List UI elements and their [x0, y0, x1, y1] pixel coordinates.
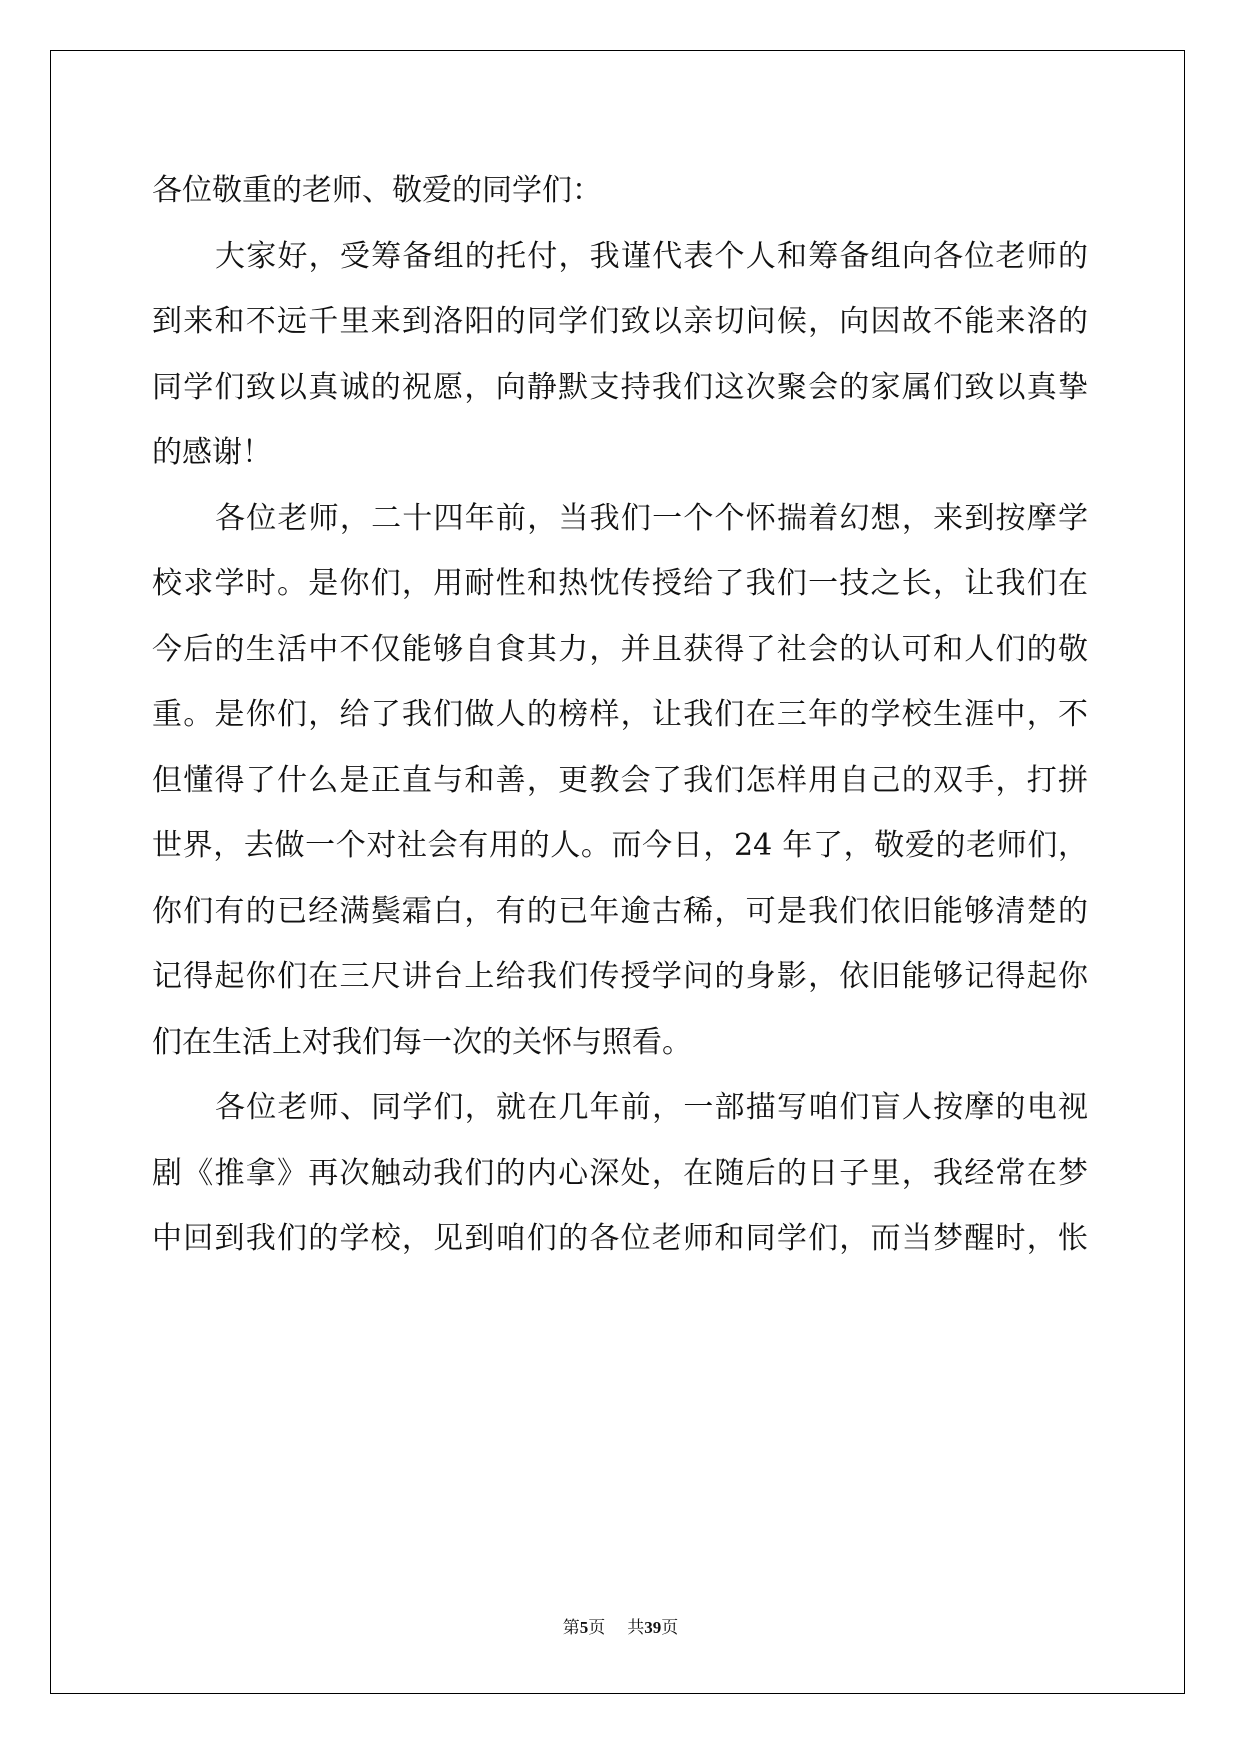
paragraph-2-line-8: 记得起你们在三尺讲台上给我们传授学问的身影，依旧能够记得起你 — [152, 959, 1088, 994]
paragraph-3-line-2: 剧《推拿》再次触动我们的内心深处，在随后的日子里，我经常在梦 — [152, 1155, 1088, 1191]
salutation-line: 各位敬重的老师、敬爱的同学们： — [152, 173, 602, 208]
paragraph-2-line-2: 校求学时。是你们，用耐性和热忱传授给了我们一技之长，让我们在 — [152, 566, 1088, 601]
footer-page-suffix: 页 — [588, 1618, 606, 1638]
paragraph-2-line-7: 你们有的已经满鬓霜白，有的已年逾古稀，可是我们依旧能够清楚的 — [152, 893, 1088, 929]
paragraph-1-line-3: 同学们致以真诚的祝愿，向静默支持我们这次聚会的家属们致以真挚 — [152, 369, 1088, 405]
paragraph-2-line-5: 但懂得了什么是正直与和善，更教会了我们怎样用自己的双手，打拼 — [152, 762, 1088, 798]
footer-total-suffix: 页 — [661, 1618, 679, 1638]
paragraph-1-line-4: 的感谢！ — [152, 435, 272, 470]
page-footer — [0, 1613, 1241, 1638]
footer-page-number: 5 — [579, 1618, 589, 1637]
paragraph-3-line-1: 各位老师、同学们，就在几年前，一部描写咱们盲人按摩的电视 — [215, 1090, 1088, 1125]
footer-total-prefix: 共 — [627, 1618, 645, 1638]
paragraph-2-line-6: 世界，去做一个对社会有用的人。而今日，24 年了，敬爱的老师们， — [152, 828, 1088, 863]
paragraph-1-line-2: 到来和不远千里来到洛阳的同学们致以亲切问候，向因故不能来洛的 — [152, 304, 1088, 339]
paragraph-3-line-3: 中回到我们的学校，见到咱们的各位老师和同学们，而当梦醒时，怅 — [152, 1221, 1088, 1256]
paragraph-2-line-4: 重。是你们，给了我们做人的榜样，让我们在三年的学校生涯中，不 — [152, 697, 1088, 732]
paragraph-1-line-1: 大家好，受筹备组的托付，我谨代表个人和筹备组向各位老师的 — [215, 238, 1088, 274]
paragraph-2-line-3: 今后的生活中不仅能够自食其力，并且获得了社会的认可和人们的敬 — [152, 631, 1088, 667]
footer-total-pages: 39 — [644, 1618, 662, 1637]
paragraph-2-line-1: 各位老师，二十四年前，当我们一个个怀揣着幻想，来到按摩学 — [215, 500, 1088, 536]
document-body — [152, 158, 1088, 1272]
paragraph-2-line-9: 们在生活上对我们每一次的关怀与照看。 — [152, 1024, 692, 1060]
footer-page-prefix: 第 — [562, 1618, 580, 1638]
